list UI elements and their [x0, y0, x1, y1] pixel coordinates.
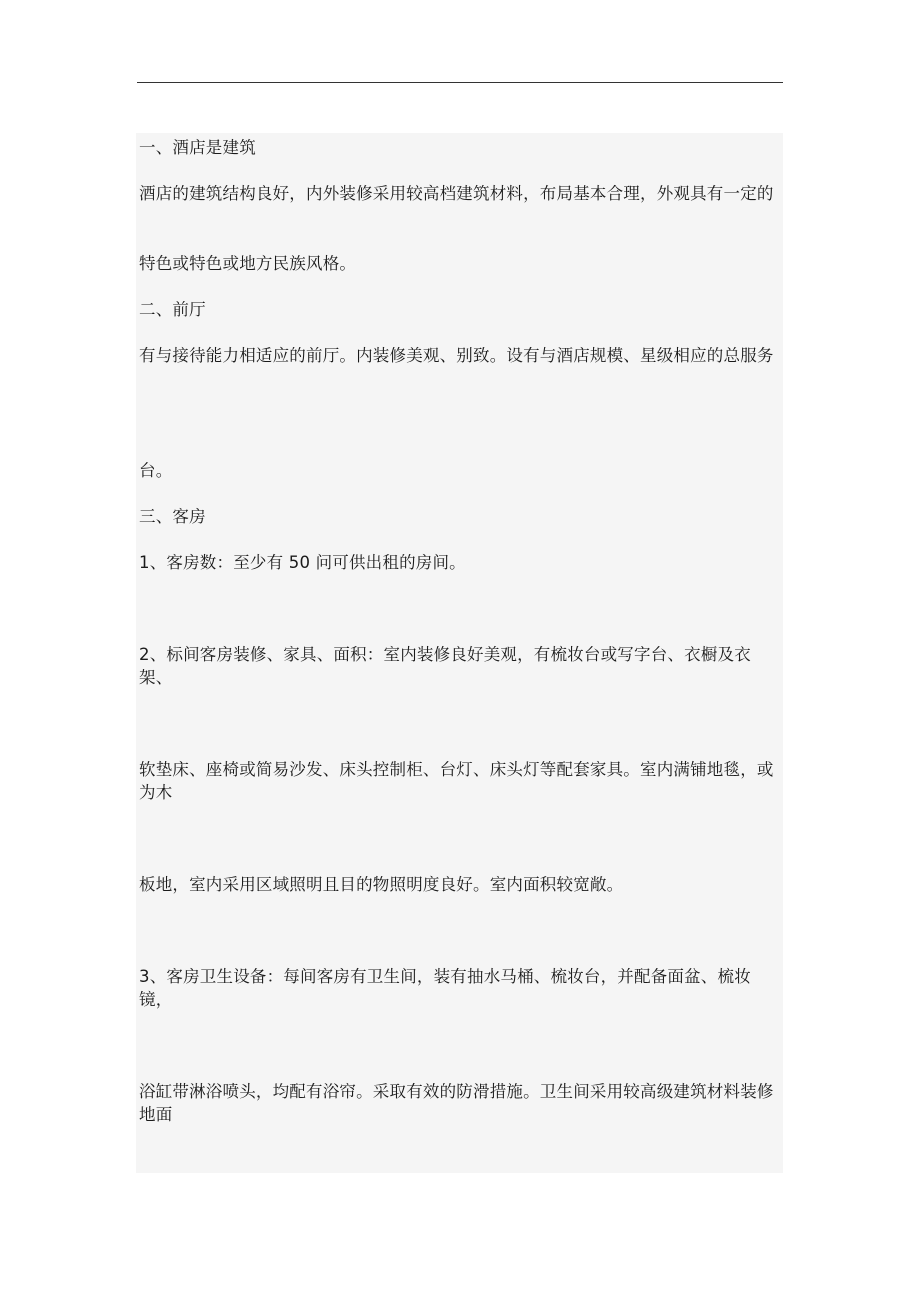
- section-heading-rooms: 三、客房: [139, 507, 206, 526]
- paragraph-room-count: 1、客房数：至少有 50 问可供出租的房间。: [139, 553, 466, 572]
- paragraph-room-lighting: 板地，室内采用区域照明且目的物照明度良好。室内面积较宽敞。: [139, 875, 624, 894]
- paragraph-room-furniture: 软垫床、座椅或简易沙发、床头控制柜、台灯、床头灯等配套家具。室内满铺地毯，或为木: [139, 760, 774, 802]
- paragraph-building-structure: 酒店的建筑结构良好，内外装修采用较高档建筑材料，布局基本合理，外观具有一定的: [139, 184, 774, 203]
- section-heading-lobby: 二、前厅: [139, 300, 206, 319]
- paragraph-lobby: 有与接待能力相适应的前厅。内装修美观、别致。设有与酒店规模、星级相应的总服务: [139, 346, 774, 365]
- paragraph-room-furnishing: 2、标间客房装修、家具、面积：室内装修良好美观，有梳妆台或写字台、衣橱及衣架、: [139, 645, 751, 687]
- paragraph-building-style: 特色或特色或地方民族风格。: [139, 254, 357, 273]
- paragraph-lobby-end: 台。: [139, 461, 173, 480]
- section-heading-building: 一、酒店是建筑: [139, 138, 256, 157]
- header-divider: [137, 82, 783, 83]
- paragraph-bathroom: 3、客房卫生设备：每间客房有卫生间，装有抽水马桶、梳妆台，并配备面盆、梳妆镜，: [139, 967, 751, 1009]
- paragraph-bathroom-materials: 浴缸带淋浴喷头，均配有浴帘。采取有效的防滑措施。卫生间采用较高级建筑材料装修地面: [139, 1082, 774, 1124]
